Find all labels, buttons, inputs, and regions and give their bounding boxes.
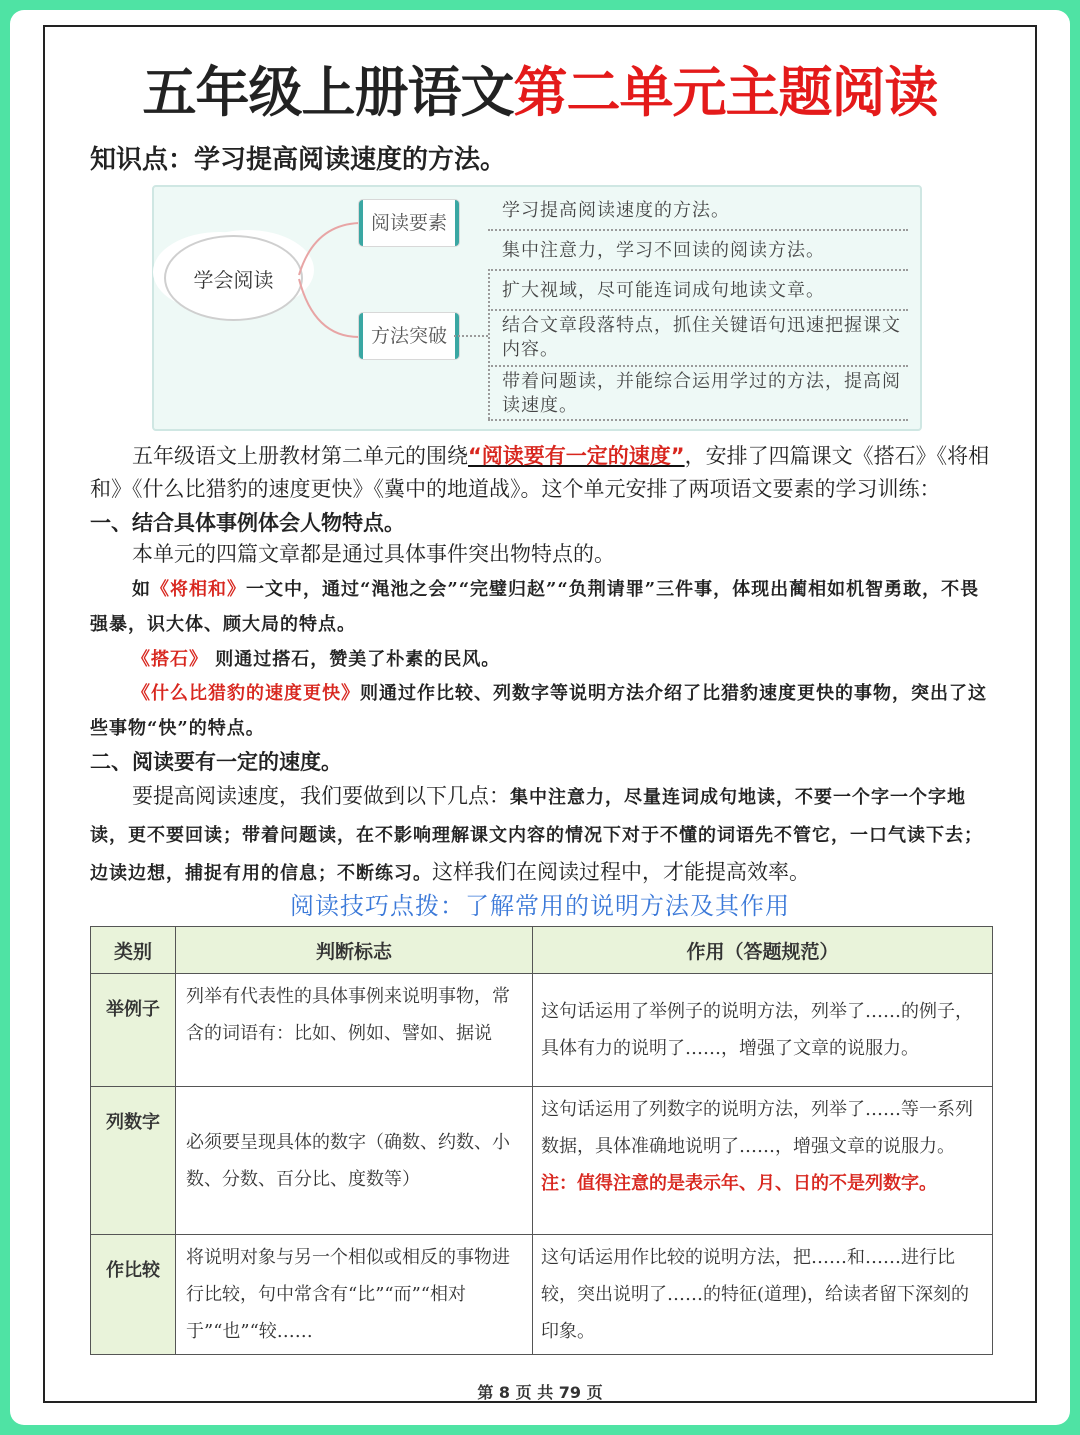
example-title: 《什么比猎豹的速度更快》 xyxy=(132,683,360,704)
divider xyxy=(454,335,488,337)
intro-highlight: “阅读要有一定的速度” xyxy=(468,444,685,468)
branch-method-breakthrough: 方法突破 xyxy=(359,313,459,359)
mindmap-item: 集中注意力，学习不回读的阅读方法。 xyxy=(502,240,825,261)
intro-text: 五年级语文上册教材第二单元的围绕 xyxy=(132,444,468,468)
table-row xyxy=(91,1087,993,1235)
cloud-label: 学会阅读 xyxy=(193,267,274,292)
row-use: 这句话运用了举例子的说明方法，列举了……的例子，具体有力的说明了……，增强了文章的说服力。 xyxy=(533,974,993,1087)
divider xyxy=(488,309,908,311)
tips-title: 阅读技巧点拨：了解常用的说明方法及其作用 xyxy=(290,892,790,920)
example-text: 则通过作比较、列数字等说明方法介绍了比猎豹速度更快的事物，突出了这些事物“快”的特点。 xyxy=(90,683,987,739)
mindmap-item: 带着问题读，并能综合运用学过的方法，提高阅读速度。 xyxy=(502,371,901,416)
mindmap-item: 扩大视域，尽可能连词成句地读文章。 xyxy=(502,280,825,301)
divider xyxy=(488,419,908,421)
example-title: 《搭石》 xyxy=(132,649,208,670)
example-text: 一文中，通过“渑池之会”“完璧归赵”“负荆请罪”三件事，体现出蔺相如机智勇敢，不畏强暴，识大体、顾大局的特点。 xyxy=(90,579,980,635)
section1-heading: 一、结合具体事例体会人物特点。 xyxy=(90,511,405,535)
row-category: 举例子 xyxy=(91,974,176,1087)
row-category: 列数字 xyxy=(91,1087,176,1235)
example-3 xyxy=(90,676,990,746)
knowledge-point: 知识点：学习提高阅读速度的方法。 xyxy=(90,145,507,175)
section2-heading: 二、阅读要有一定的速度。 xyxy=(90,750,342,774)
example-title: 《将相和》 xyxy=(151,579,246,600)
page-footer: 第 8 页 共 79 页 xyxy=(477,1383,603,1402)
section2-end: 这样我们在阅读过程中，才能提高效率。 xyxy=(432,860,810,884)
title-black: 五年级上册语文 xyxy=(142,61,514,124)
row-sign: 必须要呈现具体的数字（确数、约数、小数、分数、百分比、度数等） xyxy=(176,1087,533,1235)
example-1 xyxy=(90,572,990,642)
header-use: 作用（答题规范） xyxy=(533,927,993,974)
row-sign: 列举有代表性的具体事例来说明事物，常含的词语有：比如、例如、譬如、据说 xyxy=(176,974,533,1087)
row-category: 作比较 xyxy=(91,1235,176,1355)
example-2 xyxy=(90,642,990,677)
example-text: 如 xyxy=(132,579,151,600)
mindmap-item: 学习提高阅读速度的方法。 xyxy=(502,200,730,221)
section2-points: 集中注意力，尽量连词成句地读，不要一个字一个字地读，更不要回读；带着问题读，在不影响理解课文内容的情况下对于不懂的词语先不管它，一口气读下去；边读边想，捕捉有用的信息；不断练习。 xyxy=(90,787,983,884)
divider xyxy=(488,269,490,419)
mindmap-item: 结合文章段落特点，抓住关键语句迅速把握课文内容。 xyxy=(502,315,901,360)
divider xyxy=(488,365,908,367)
row-sign: 将说明对象与另一个相似或相反的事物进行比较，句中常含有“比”“而”“相对于”“也”“较…… xyxy=(176,1235,533,1355)
row-use-text: 这句话运用了列数字的说明方法，列举了……等一系列数据，具体准确地说明了……，增强文章的说服力。 xyxy=(541,1099,973,1157)
section1-line: 本单元的四篇文章都是通过具体事件突出物特点的。 xyxy=(132,542,615,566)
table-row xyxy=(91,974,993,1087)
intro-text: ，安排了四篇课文《搭石》《将相和》《什么比猎豹的速度更快》《冀中的地道战》。这个单元安排了两项语文要素的学习训练： xyxy=(90,444,990,501)
table-row xyxy=(91,1235,993,1355)
divider xyxy=(488,269,908,271)
branch-reading-elements: 阅读要素 xyxy=(359,200,459,246)
row-use: 这句话运用作比较的说明方法，把……和……进行比较，突出说明了……的特征(道理)，给读者留下深刻的印象。 xyxy=(533,1235,993,1355)
table-header-row xyxy=(91,927,993,974)
title-red: 第二单元主题阅读 xyxy=(513,61,938,124)
header-category: 类别 xyxy=(91,927,176,974)
row-use xyxy=(533,1087,993,1235)
header-sign: 判断标志 xyxy=(176,927,533,974)
mind-map xyxy=(152,185,922,431)
section2-lead: 要提高阅读速度，我们要做到以下几点： xyxy=(132,784,510,808)
page-title xyxy=(0,58,1080,128)
divider xyxy=(488,229,908,231)
methods-table xyxy=(90,926,993,1355)
intro-paragraph xyxy=(90,440,990,506)
row-note: 注：值得注意的是表示年、月、日的不是列数字。 xyxy=(541,1173,937,1194)
example-text: 则通过搭石，赞美了朴素的民风。 xyxy=(208,649,501,670)
section2-paragraph xyxy=(90,778,990,892)
